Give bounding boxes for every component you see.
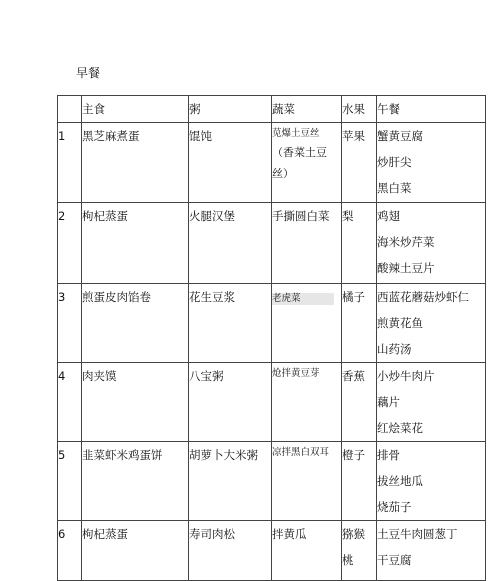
table-row	[58, 203, 486, 284]
header-vegetable: 蔬菜	[272, 96, 342, 123]
table-row	[58, 521, 486, 581]
porridge-cell: 寿司肉松	[189, 521, 272, 581]
lunch-item: 山药汤	[377, 342, 412, 356]
vegetable-line: 手撕圆白菜	[272, 209, 330, 223]
vegetable-cell	[272, 363, 342, 442]
vegetable-cell	[272, 203, 342, 284]
lunch-item: 黑白菜	[377, 181, 412, 195]
lunch-item: 土豆牛肉圆葱丁	[377, 527, 458, 541]
vegetable-line: 炝拌黄豆芽	[272, 368, 320, 379]
table-row	[58, 123, 486, 203]
vegetable-cell	[272, 123, 342, 203]
lunch-item: 海米炒芹菜	[377, 235, 435, 249]
row-number: 3	[58, 284, 82, 363]
lunch-item: 红烩菜花	[377, 421, 423, 435]
fruit-cell: 橘子	[342, 284, 377, 363]
fruit-cell: 梨	[342, 203, 377, 284]
porridge-cell: 馄饨	[189, 123, 272, 203]
lunch-item: 藕片	[377, 395, 400, 409]
porridge-cell: 八宝粥	[189, 363, 272, 442]
porridge-cell: 胡萝卜大米粥	[189, 442, 272, 521]
header-staple: 主食	[82, 96, 189, 123]
porridge-cell: 花生豆浆	[189, 284, 272, 363]
fruit-cell: 橙子	[342, 442, 377, 521]
vegetable-line: 苋爆土豆丝	[272, 128, 320, 139]
lunch-item: 蟹黄豆腐	[377, 129, 423, 143]
row-number: 1	[58, 123, 82, 203]
lunch-item: 煎黄花鱼	[377, 316, 423, 330]
table-row	[58, 363, 486, 442]
lunch-item: 小炒牛肉片	[377, 369, 435, 383]
staple-cell: 肉夹馍	[82, 363, 189, 442]
page-title: 早餐	[76, 66, 101, 80]
vegetable-line: 丝）	[272, 167, 294, 180]
lunch-cell	[377, 284, 486, 363]
vegetable-line: 凉拌黑白双耳	[272, 447, 330, 458]
lunch-item: 烧茄子	[377, 500, 412, 514]
vegetable-cell	[272, 284, 342, 363]
staple-cell: 煎蛋皮肉馅卷	[82, 284, 189, 363]
lunch-cell	[377, 521, 486, 581]
lunch-cell	[377, 123, 486, 203]
porridge-cell: 火腿汉堡	[189, 203, 272, 284]
row-number: 2	[58, 203, 82, 284]
vegetable-line: （香菜土豆	[272, 146, 327, 159]
row-number: 4	[58, 363, 82, 442]
header-fruit: 水果	[342, 96, 377, 123]
vegetable-cell	[272, 442, 342, 521]
lunch-item: 排骨	[377, 448, 400, 462]
table-row	[58, 442, 486, 521]
lunch-item: 鸡翅	[377, 209, 400, 223]
fruit-cell: 猕猴桃	[342, 521, 377, 581]
lunch-item: 西蓝花蘑菇炒虾仁	[377, 290, 469, 304]
header-num	[58, 96, 82, 123]
row-number: 6	[58, 521, 82, 581]
staple-cell: 枸杞蒸蛋	[82, 203, 189, 284]
staple-cell: 黑芝麻煮蛋	[82, 123, 189, 203]
table-row	[58, 284, 486, 363]
fruit-cell: 苹果	[342, 123, 377, 203]
lunch-cell	[377, 442, 486, 521]
staple-cell: 枸杞蒸蛋	[82, 521, 189, 581]
lunch-item: 干豆腐	[377, 553, 412, 567]
header-lunch: 午餐	[377, 96, 486, 123]
table-header-row	[58, 96, 486, 123]
header-porridge: 粥	[189, 96, 272, 123]
vegetable-cell	[272, 521, 342, 581]
staple-cell: 韭菜虾米鸡蛋饼	[82, 442, 189, 521]
meal-plan-table	[57, 95, 486, 581]
lunch-item: 炒肝尖	[377, 155, 412, 169]
lunch-item: 酸辣土豆片	[377, 261, 435, 275]
fruit-cell: 香蕉	[342, 363, 377, 442]
lunch-item: 拔丝地瓜	[377, 474, 423, 488]
vegetable-line: 老虎菜	[272, 293, 334, 305]
lunch-cell	[377, 203, 486, 284]
lunch-cell	[377, 363, 486, 442]
vegetable-line: 拌黄瓜	[272, 527, 307, 541]
row-number: 5	[58, 442, 82, 521]
